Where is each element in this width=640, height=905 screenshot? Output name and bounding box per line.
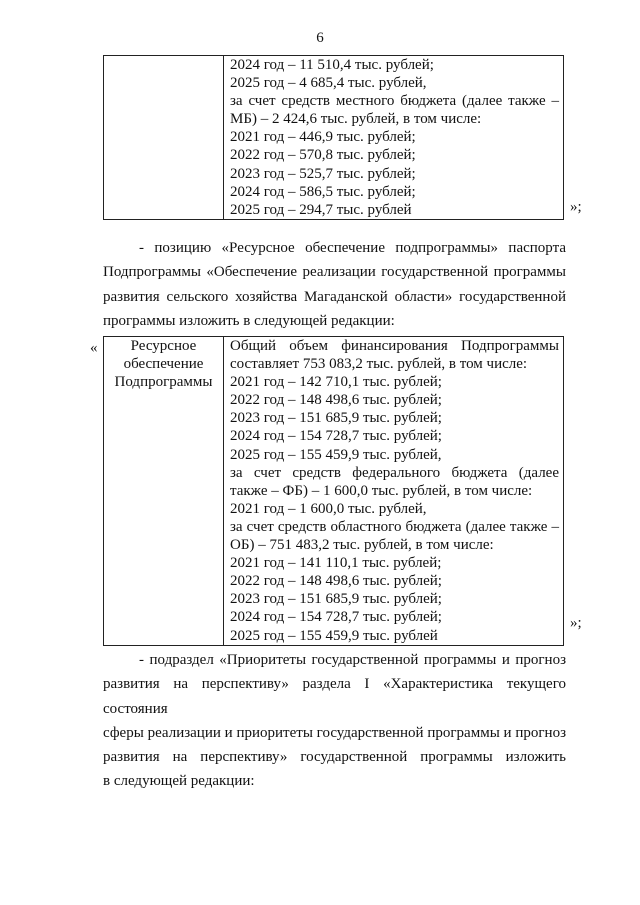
paragraph-line: развития на перспективу» государственной программы изложить: [103, 749, 566, 766]
funding-table-continued: [103, 55, 564, 220]
funding-line: 2025 год – 294,7 тыс. рублей: [230, 201, 412, 218]
funding-line: 2025 год – 155 459,9 тыс. рублей: [230, 627, 438, 644]
table-left-cell: [104, 56, 224, 220]
amendment-paragraph-resource-provision: [103, 236, 566, 333]
funding-line: 2021 год – 446,9 тыс. рублей;: [230, 129, 416, 146]
paragraph-line: сферы реализации и приоритеты государственной программы и прогноз: [103, 724, 566, 741]
funding-line: 2021 год – 142 710,1 тыс. рублей;: [230, 374, 442, 391]
funding-line: за счет средств областного бюджета (далее также –: [230, 518, 559, 535]
paragraph-line: развития сельского хозяйства Магаданской области» государственной: [103, 288, 566, 305]
funding-line: 2023 год – 525,7 тыс. рублей;: [230, 165, 416, 182]
funding-line: 2024 год – 11 510,4 тыс. рублей;: [230, 57, 434, 73]
table-row: [104, 56, 564, 220]
paragraph-line: программы изложить в следующей редакции:: [103, 312, 395, 329]
table-left-cell: [104, 337, 224, 646]
funding-line: 2022 год – 148 498,6 тыс. рублей;: [230, 392, 442, 409]
funding-line: 2022 год – 148 498,6 тыс. рублей;: [230, 573, 442, 590]
paragraph-line: развития на перспективу» раздела I «Характеристика текущего состояния: [103, 676, 566, 717]
funding-line: 2024 год – 154 728,7 тыс. рублей;: [230, 609, 442, 626]
paragraph-line: - подраздел «Приоритеты государственной программы и прогноз: [139, 652, 566, 668]
funding-line: за счет средств федерального бюджета (далее: [230, 464, 559, 481]
funding-line: Общий объем финансирования Подпрограммы: [230, 338, 559, 354]
funding-line: 2024 год – 586,5 тыс. рублей;: [230, 183, 416, 200]
page-number: 6: [316, 30, 324, 46]
closing-quote: »;: [570, 199, 582, 215]
resource-provision-table: [103, 336, 564, 646]
table-right-cell: [224, 337, 564, 646]
funding-line: 2021 год – 1 600,0 тыс. рублей,: [230, 500, 427, 517]
funding-line: 2023 год – 151 685,9 тыс. рублей;: [230, 410, 442, 427]
funding-line: 2022 год – 570,8 тыс. рублей;: [230, 147, 416, 164]
table-row: [104, 337, 564, 646]
funding-line: МБ) – 2 424,6 тыс. рублей, в том числе:: [230, 111, 482, 128]
paragraph-line: Подпрограммы «Обеспечение реализации государственной программы: [103, 264, 566, 281]
table-right-cell: [224, 56, 564, 220]
funding-line: 2024 год – 154 728,7 тыс. рублей;: [230, 428, 442, 445]
paragraph-line: - позицию «Ресурсное обеспечение подпрограммы» паспорта: [139, 240, 566, 256]
closing-quote: »;: [570, 615, 582, 631]
row-label-line: Ресурсное: [130, 338, 197, 354]
funding-line: 2023 год – 151 685,9 тыс. рублей;: [230, 591, 442, 608]
paragraph-line: в следующей редакции:: [103, 773, 255, 790]
funding-line: за счет средств местного бюджета (далее также –: [230, 93, 559, 110]
opening-quote: «: [90, 340, 98, 356]
funding-line: 2021 год – 141 110,1 тыс. рублей;: [230, 555, 442, 572]
row-label-line: Подпрограммы: [114, 374, 213, 391]
funding-line: также – ФБ) – 1 600,0 тыс. рублей, в том числе:: [230, 482, 533, 499]
amendment-paragraph-priorities: [103, 648, 566, 794]
funding-line: составляет 753 083,2 тыс. рублей, в том числе:: [230, 356, 528, 373]
row-label-line: обеспечение: [123, 356, 204, 373]
funding-line: 2025 год – 4 685,4 тыс. рублей,: [230, 75, 427, 92]
funding-line: 2025 год – 155 459,9 тыс. рублей,: [230, 446, 442, 463]
funding-line: ОБ) – 751 483,2 тыс. рублей, в том числе:: [230, 537, 494, 554]
